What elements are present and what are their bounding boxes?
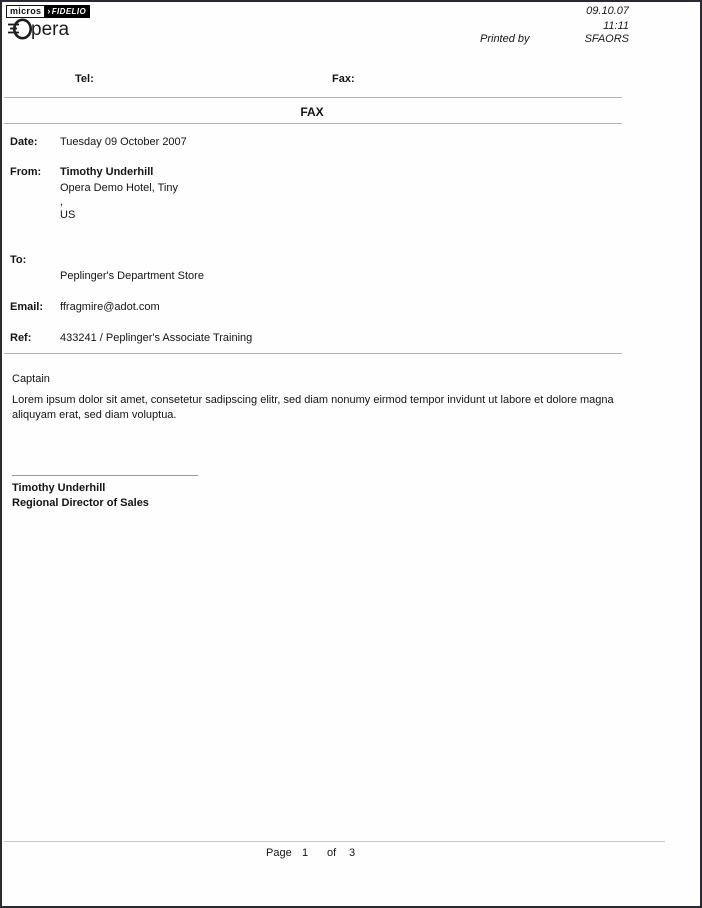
- opera-logo: [7, 17, 69, 43]
- email-label: Email:: [10, 301, 44, 313]
- printed-time: 11:11: [603, 20, 629, 32]
- fidelio-logo-text: FIDELIO: [51, 7, 87, 16]
- footer-page-number: 1: [302, 847, 309, 859]
- printed-by-label: Printed by: [480, 33, 530, 45]
- email-value: ffragmire@adot.com: [60, 301, 160, 313]
- divider-under-title: [4, 123, 622, 124]
- from-company: Opera Demo Hotel, Tiny: [60, 182, 178, 194]
- opera-logo-text: pera: [31, 19, 70, 40]
- salutation: Captain: [12, 373, 50, 385]
- divider-top: [4, 97, 622, 98]
- ref-label: Ref:: [10, 332, 32, 344]
- date-label: Date:: [10, 136, 38, 148]
- from-label: From:: [10, 166, 42, 178]
- chevron-right-icon: ›: [47, 6, 51, 16]
- footer-total-pages: 3: [349, 847, 356, 859]
- signature-name: Timothy Underhill: [12, 482, 106, 494]
- date-value: Tuesday 09 October 2007: [60, 136, 187, 148]
- from-country: US: [60, 209, 76, 221]
- micros-logo-text: micros: [6, 5, 45, 18]
- signature-title: Regional Director of Sales: [12, 497, 149, 509]
- tel-label: Tel:: [75, 73, 94, 85]
- from-address-separator: ,: [60, 196, 64, 208]
- printed-by-user: SFAORS: [584, 33, 629, 45]
- fax-label: Fax:: [332, 73, 355, 85]
- to-value: Peplinger's Department Store: [60, 270, 204, 282]
- footer-of-label: of: [327, 847, 337, 859]
- from-name: Timothy Underhill: [60, 166, 154, 178]
- footer-page-label: Page: [266, 847, 292, 859]
- printed-date: 09.10.07: [586, 5, 629, 17]
- opera-swirl-o-icon: [7, 17, 33, 43]
- to-label: To:: [10, 254, 27, 266]
- ref-value: 433241 / Peplinger's Associate Training: [60, 332, 253, 344]
- signature-line: [12, 475, 198, 476]
- divider-above-body: [4, 353, 622, 354]
- footer-divider: [4, 841, 665, 842]
- body-paragraph: Lorem ipsum dolor sit amet, consetetur sadipscing elitr, sed diam nonumy eirmod tempor invidunt ut labore et dolore magna aliquyam erat, sed diam voluptua.: [12, 394, 614, 421]
- fax-title: FAX: [300, 105, 324, 119]
